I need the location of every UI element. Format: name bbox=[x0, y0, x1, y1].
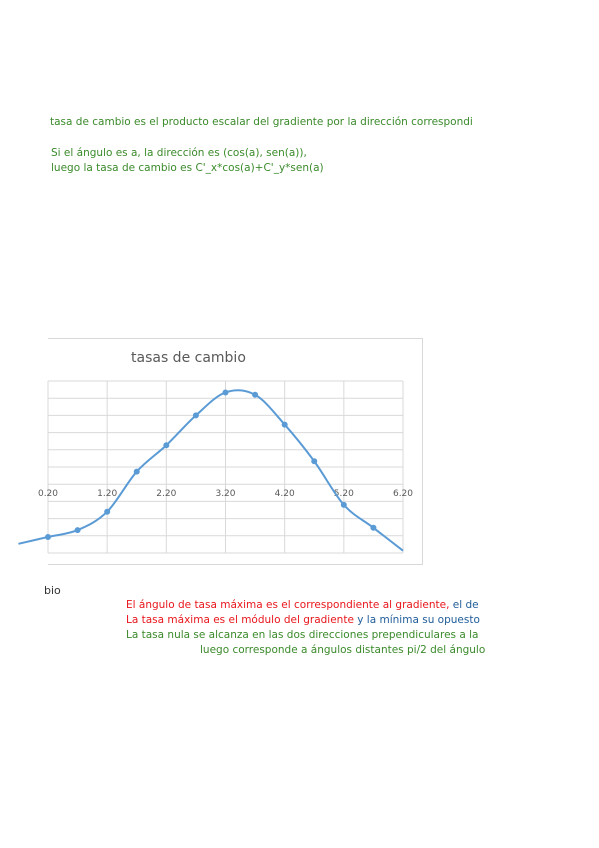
x-tick-label: 5.20 bbox=[333, 489, 354, 500]
conclusion-line-1 bbox=[126, 599, 497, 611]
conclusion-line-4: luego corresponde a ángulos distantes pi/2 del ángulo bbox=[200, 644, 486, 656]
cropped-label: bio bbox=[44, 584, 61, 597]
data-point bbox=[163, 442, 169, 448]
explanation-line-2: Si el ángulo es a, la dirección es (cos(a), sen(a)), bbox=[51, 147, 307, 159]
data-point bbox=[223, 389, 229, 395]
min-rate-text: y la mínima su opuesto bbox=[353, 614, 480, 626]
max-angle-text: El ángulo de tasa máxima es el correspondiente al gradiente, bbox=[126, 599, 450, 611]
data-point bbox=[193, 412, 199, 418]
x-tick-label: 2.20 bbox=[156, 489, 177, 500]
x-tick-label: 6.20 bbox=[392, 489, 414, 500]
x-tick-label: 3.20 bbox=[215, 489, 236, 500]
series-line bbox=[18, 390, 403, 550]
x-tick-label: 1.20 bbox=[97, 489, 118, 500]
data-point bbox=[282, 422, 288, 428]
data-point bbox=[134, 469, 140, 475]
data-point bbox=[104, 509, 110, 515]
data-point bbox=[311, 458, 317, 464]
data-point bbox=[370, 525, 376, 531]
conclusion-line-2 bbox=[126, 614, 497, 626]
conclusion-line-3: La tasa nula se alcanza en las dos direcciones prependiculares a la bbox=[126, 629, 479, 641]
data-point bbox=[75, 527, 81, 533]
max-rate-text: La tasa máxima es el módulo del gradiente bbox=[126, 614, 354, 626]
explanation-line-1: tasa de cambio es el producto escalar del gradiente por la dirección correspondi bbox=[50, 116, 473, 128]
data-point bbox=[341, 502, 347, 508]
max-angle-continuation: el de bbox=[449, 599, 479, 611]
x-tick-label: 4.20 bbox=[274, 489, 295, 500]
data-point bbox=[45, 534, 51, 540]
chart-title: tasas de cambio bbox=[131, 350, 246, 366]
data-point bbox=[252, 392, 258, 398]
explanation-line-3: luego la tasa de cambio es C'_x*cos(a)+C'_y*sen(a) bbox=[51, 162, 324, 174]
x-tick-label: 0.20 bbox=[37, 489, 59, 500]
